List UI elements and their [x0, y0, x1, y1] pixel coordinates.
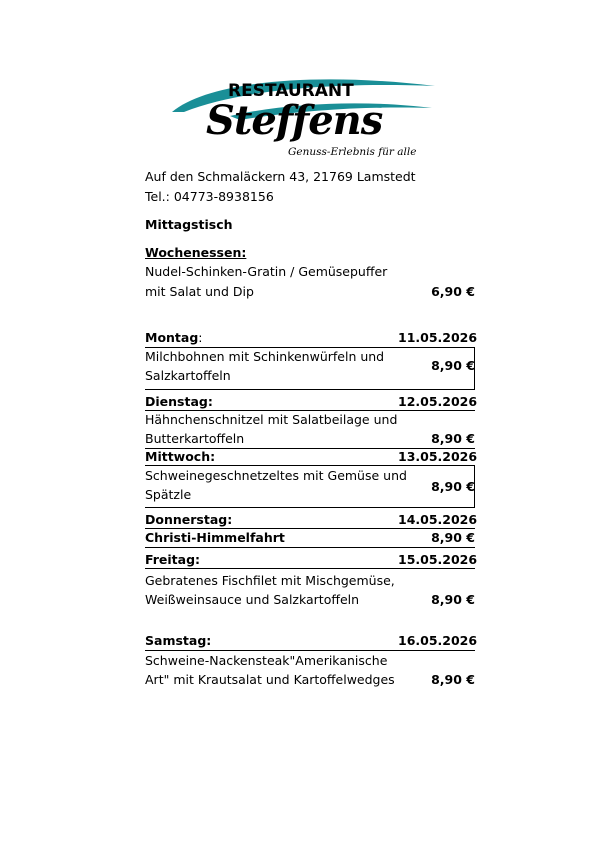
thursday-price: 8,90 €	[431, 530, 475, 545]
divider	[474, 465, 475, 507]
divider	[474, 347, 475, 389]
divider	[145, 547, 475, 548]
tuesday-line2: Butterkartoffeln	[145, 431, 245, 446]
address: Auf den Schmaläckern 43, 21769 Lamstedt	[145, 169, 416, 184]
day-thursday: Donnerstag:	[145, 512, 233, 527]
thursday-line1: Christi-Himmelfahrt	[145, 530, 285, 545]
day-tuesday: Dienstag:	[145, 394, 213, 409]
saturday-price: 8,90 €	[431, 672, 475, 687]
date-wednesday: 13.05.2026	[398, 449, 478, 464]
logo-top-word: RESTAURANT	[228, 81, 354, 101]
section-title: Mittagstisch	[145, 217, 233, 232]
day-monday: Montag:	[145, 330, 203, 345]
date-thursday: 14.05.2026	[398, 512, 478, 527]
divider	[145, 507, 475, 508]
wednesday-line2: Spätzle	[145, 487, 192, 502]
divider	[145, 568, 475, 569]
day-wednesday: Mittwoch:	[145, 449, 216, 464]
monday-line1: Milchbohnen mit Schinkenwürfeln und	[145, 349, 385, 364]
day-saturday: Samstag:	[145, 633, 212, 648]
divider	[145, 465, 475, 466]
day-friday: Freitag:	[145, 552, 201, 567]
saturday-line2: Art" mit Krautsalat und Kartoffelwedges	[145, 672, 395, 687]
restaurant-logo	[170, 72, 440, 167]
wednesday-line1: Schweinegeschnetzeltes mit Gemüse und	[145, 468, 407, 483]
tuesday-price: 8,90 €	[431, 431, 475, 446]
wednesday-price: 8,90 €	[431, 479, 475, 494]
phone: Tel.: 04773-8938156	[145, 189, 274, 204]
tuesday-line1: Hähnchenschnitzel mit Salatbeilage und	[145, 412, 398, 427]
date-tuesday: 12.05.2026	[398, 394, 478, 409]
friday-line1: Gebratenes Fischfilet mit Mischgemüse,	[145, 573, 395, 588]
monday-price: 8,90 €	[431, 358, 475, 373]
weekly-heading: Wochenessen:	[145, 245, 247, 260]
friday-price: 8,90 €	[431, 592, 475, 607]
logo-name: Steffens	[206, 97, 383, 144]
monday-line2: Salzkartoffeln	[145, 368, 231, 383]
friday-line2: Weißweinsauce und Salzkartoffeln	[145, 592, 360, 607]
divider	[145, 650, 475, 651]
weekly-price: 6,90 €	[431, 284, 475, 299]
weekly-line1: Nudel-Schinken-Gratin / Gemüsepuffer	[145, 264, 388, 279]
date-friday: 15.05.2026	[398, 552, 478, 567]
weekly-line2: mit Salat und Dip	[145, 284, 254, 299]
divider	[145, 389, 475, 390]
date-saturday: 16.05.2026	[398, 633, 478, 648]
saturday-line1: Schweine-Nackensteak"Amerikanische	[145, 653, 388, 668]
logo-slogan: Genuss-Erlebnis für alle	[288, 146, 417, 158]
date-monday: 11.05.2026	[398, 330, 478, 345]
